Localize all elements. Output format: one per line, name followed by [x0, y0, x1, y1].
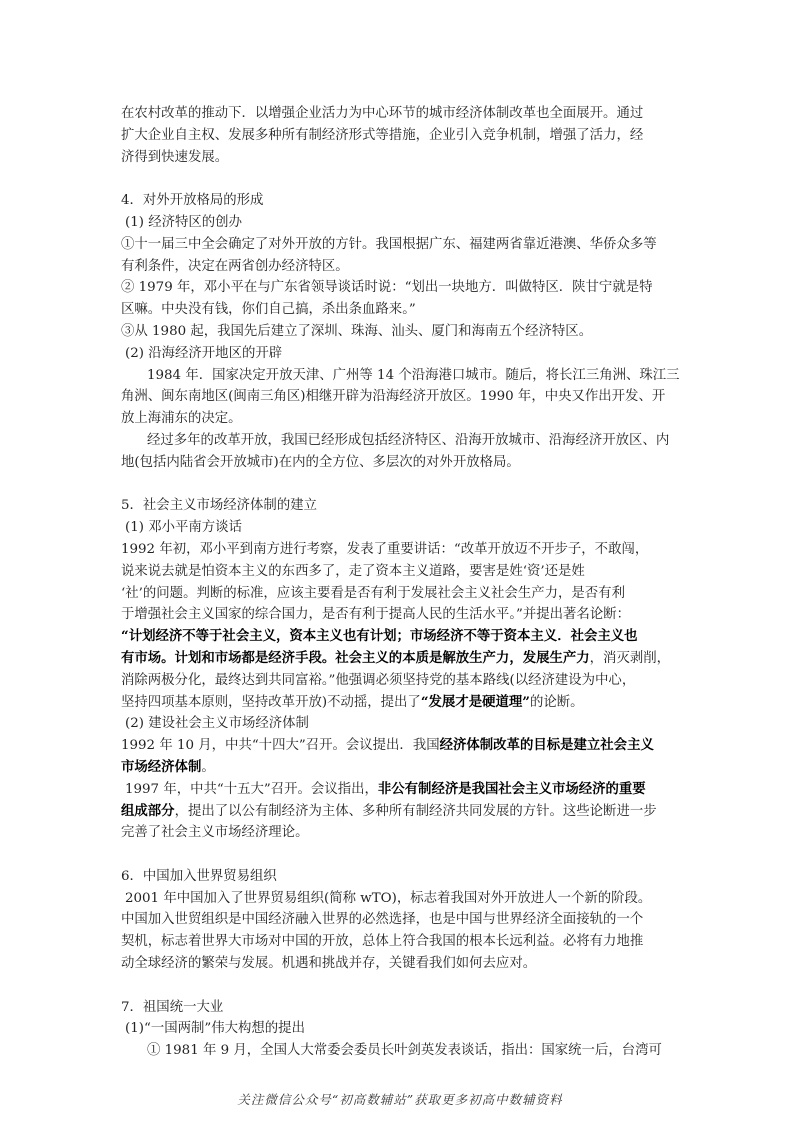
section-heading-6: 6．中国加入世界贸易组织 [121, 868, 277, 884]
text-line: 2001 年中国加入了世界贸易组织(简称 wTO)，标志着我国对外开放进人一个新的阶段。 [125, 890, 652, 906]
bold-quote-line: “计划经济不等于社会主义，资本主义也有计划；市场经济不等于资本主义．社会主义也 [121, 628, 638, 645]
text-line: 于增强社会主义国家的综合国力，是否有利于提高人民的生活水平。”并提出著名论断： [121, 607, 630, 623]
text-line [121, 692, 687, 714]
subheading: (1) 邓小平南方谈话 [125, 520, 242, 536]
text-line: 动全球经济的繁荣与发展。机遇和挑战并存，关键看我们如何去应对。 [121, 956, 537, 972]
text-line: 中国加入世贸组织是中国经济融入世界的必然选择，也是中国与世界经济全面接轨的一个 [121, 912, 644, 928]
text-line [121, 757, 687, 779]
text-line: ③从 1980 起，我国先后建立了深圳、珠海、汕头、厦门和海南五个经济特区。 [121, 323, 593, 339]
text-line: 放上海浦东的决定。 [121, 411, 242, 427]
bold-phrase: 经济体制改革的目标是建立社会主义 [439, 737, 654, 754]
text-line: 扩大企业自主权、发展多种所有制经济形式等措施，企业引入竞争机制，增强了活力，经 [121, 127, 644, 143]
bold-quote: 有市场。计划和市场都是经济手段。社会主义的本质是解放生产力，发展生产力 [121, 649, 590, 666]
text-line: 说来说去就是怕资本主义的东西多了，走了资本主义道路，要害是姓‘资’还是姓 [121, 563, 585, 579]
text-line: ①十一届三中全会确定了对外开放的方针。我国根据广东、福建两省靠近港澳、华侨众多等 [121, 236, 657, 252]
subheading: (2) 沿海经济开地区的开辟 [125, 345, 283, 361]
bold-phrase: 市场经济体制 [121, 758, 202, 775]
text-line: ① 1981 年 9 月，全国人大常委会委员长叶剑英发表谈话，指出：国家统一后，台湾可 [147, 1043, 662, 1059]
section-heading-7: 7．祖国统一大业 [121, 999, 224, 1015]
text-line: 角洲、闽东南地区(闽南三角区)相继开辟为沿海经济开放区。1990 年，中央又作出开发、开 [121, 389, 666, 405]
text-line: 区嘛。中央没有钱，你们自己搞，杀出条血路来。” [121, 302, 416, 318]
text-span: ，消灭剥削， [589, 650, 671, 666]
text-span: ，提出了以公有制经济为主体、多种所有制经济共同发展的方针。这些论断进一步 [174, 803, 657, 819]
bold-phrase: 组成部分 [121, 802, 175, 819]
text-line: 在农村改革的推动下．以增强企业活力为中心环节的城市经济体制改革也全面展开。通过 [121, 106, 644, 121]
subheading: (2) 建设社会主义市场经济体制 [125, 716, 309, 732]
subheading: (1)“一国两制”伟大构想的提出 [125, 1021, 305, 1037]
subheading: (1) 经济特区的创办 [125, 214, 242, 230]
text-line: 契机，标志着世界大市场对中国的开放，总体上符合我国的根本长远利益。必将有力地推 [121, 934, 644, 950]
text-span: 的论断。 [529, 694, 584, 710]
text-line: ② 1979 年，邓小平在与广东省领导谈话时说：“划出一块地方．叫做特区．陕甘宁就是特 [121, 280, 653, 296]
text-line: 经过多年的改革开放，我国已经形成包括经济特区、沿海开放城市、沿海经济开放区、内 [147, 432, 670, 448]
text-line: 完善了社会主义市场经济理论。 [121, 825, 309, 841]
section-heading-4: 4．对外开放格局的形成 [121, 193, 264, 209]
text-span: 1997 年，中共“十五大”召开。会议指出， [125, 781, 378, 797]
text-span: 坚持四项基本原则，坚持改革开放)不动摇，提出了 [121, 694, 421, 710]
bold-phrase: 非公有制经济是我国社会主义市场经济的重要 [377, 780, 646, 797]
text-line: 1984 年．国家决定开放天津、广州等 14 个沿海港口城市。随后，将长江三角洲、珠江三 [147, 367, 680, 383]
page-footer: 关注微信公众号“初高数辅站”获取更多初高中数辅资料 [237, 1092, 563, 1107]
document-page [121, 103, 687, 1062]
text-line [121, 779, 687, 801]
text-line: 地(包括内陆省会开放城市)在内的全方位、多层次的对外开放格局。 [121, 454, 520, 470]
text-line: 消除两极分化，最终达到共同富裕。”他强调必须坚持党的基本路线(以经济建设为中心， [121, 672, 636, 688]
section-heading-5: 5．社会主义市场经济体制的建立 [121, 498, 317, 514]
text-line: 济得到快速发展。 [121, 149, 229, 165]
text-line: ‘社’的问题。判断的标准，应该主要看是否有利于发展社会主义社会生产力，是否有利 [121, 585, 625, 601]
text-span: 1992 年 10 月，中共“十四大”召开。会议提出．我国 [121, 738, 440, 754]
text-line [121, 735, 687, 757]
text-line: 1992 年初，邓小平到南方进行考察，发表了重要讲话：“改革开放迈不开步子，不敢闯， [121, 541, 649, 557]
bold-phrase: “发展才是硬道理” [420, 693, 530, 710]
text-line [121, 648, 687, 670]
text-line: 有利条件，决定在两省创办经济特区。 [121, 258, 349, 274]
text-span: 。 [201, 759, 215, 775]
text-line [121, 801, 687, 823]
